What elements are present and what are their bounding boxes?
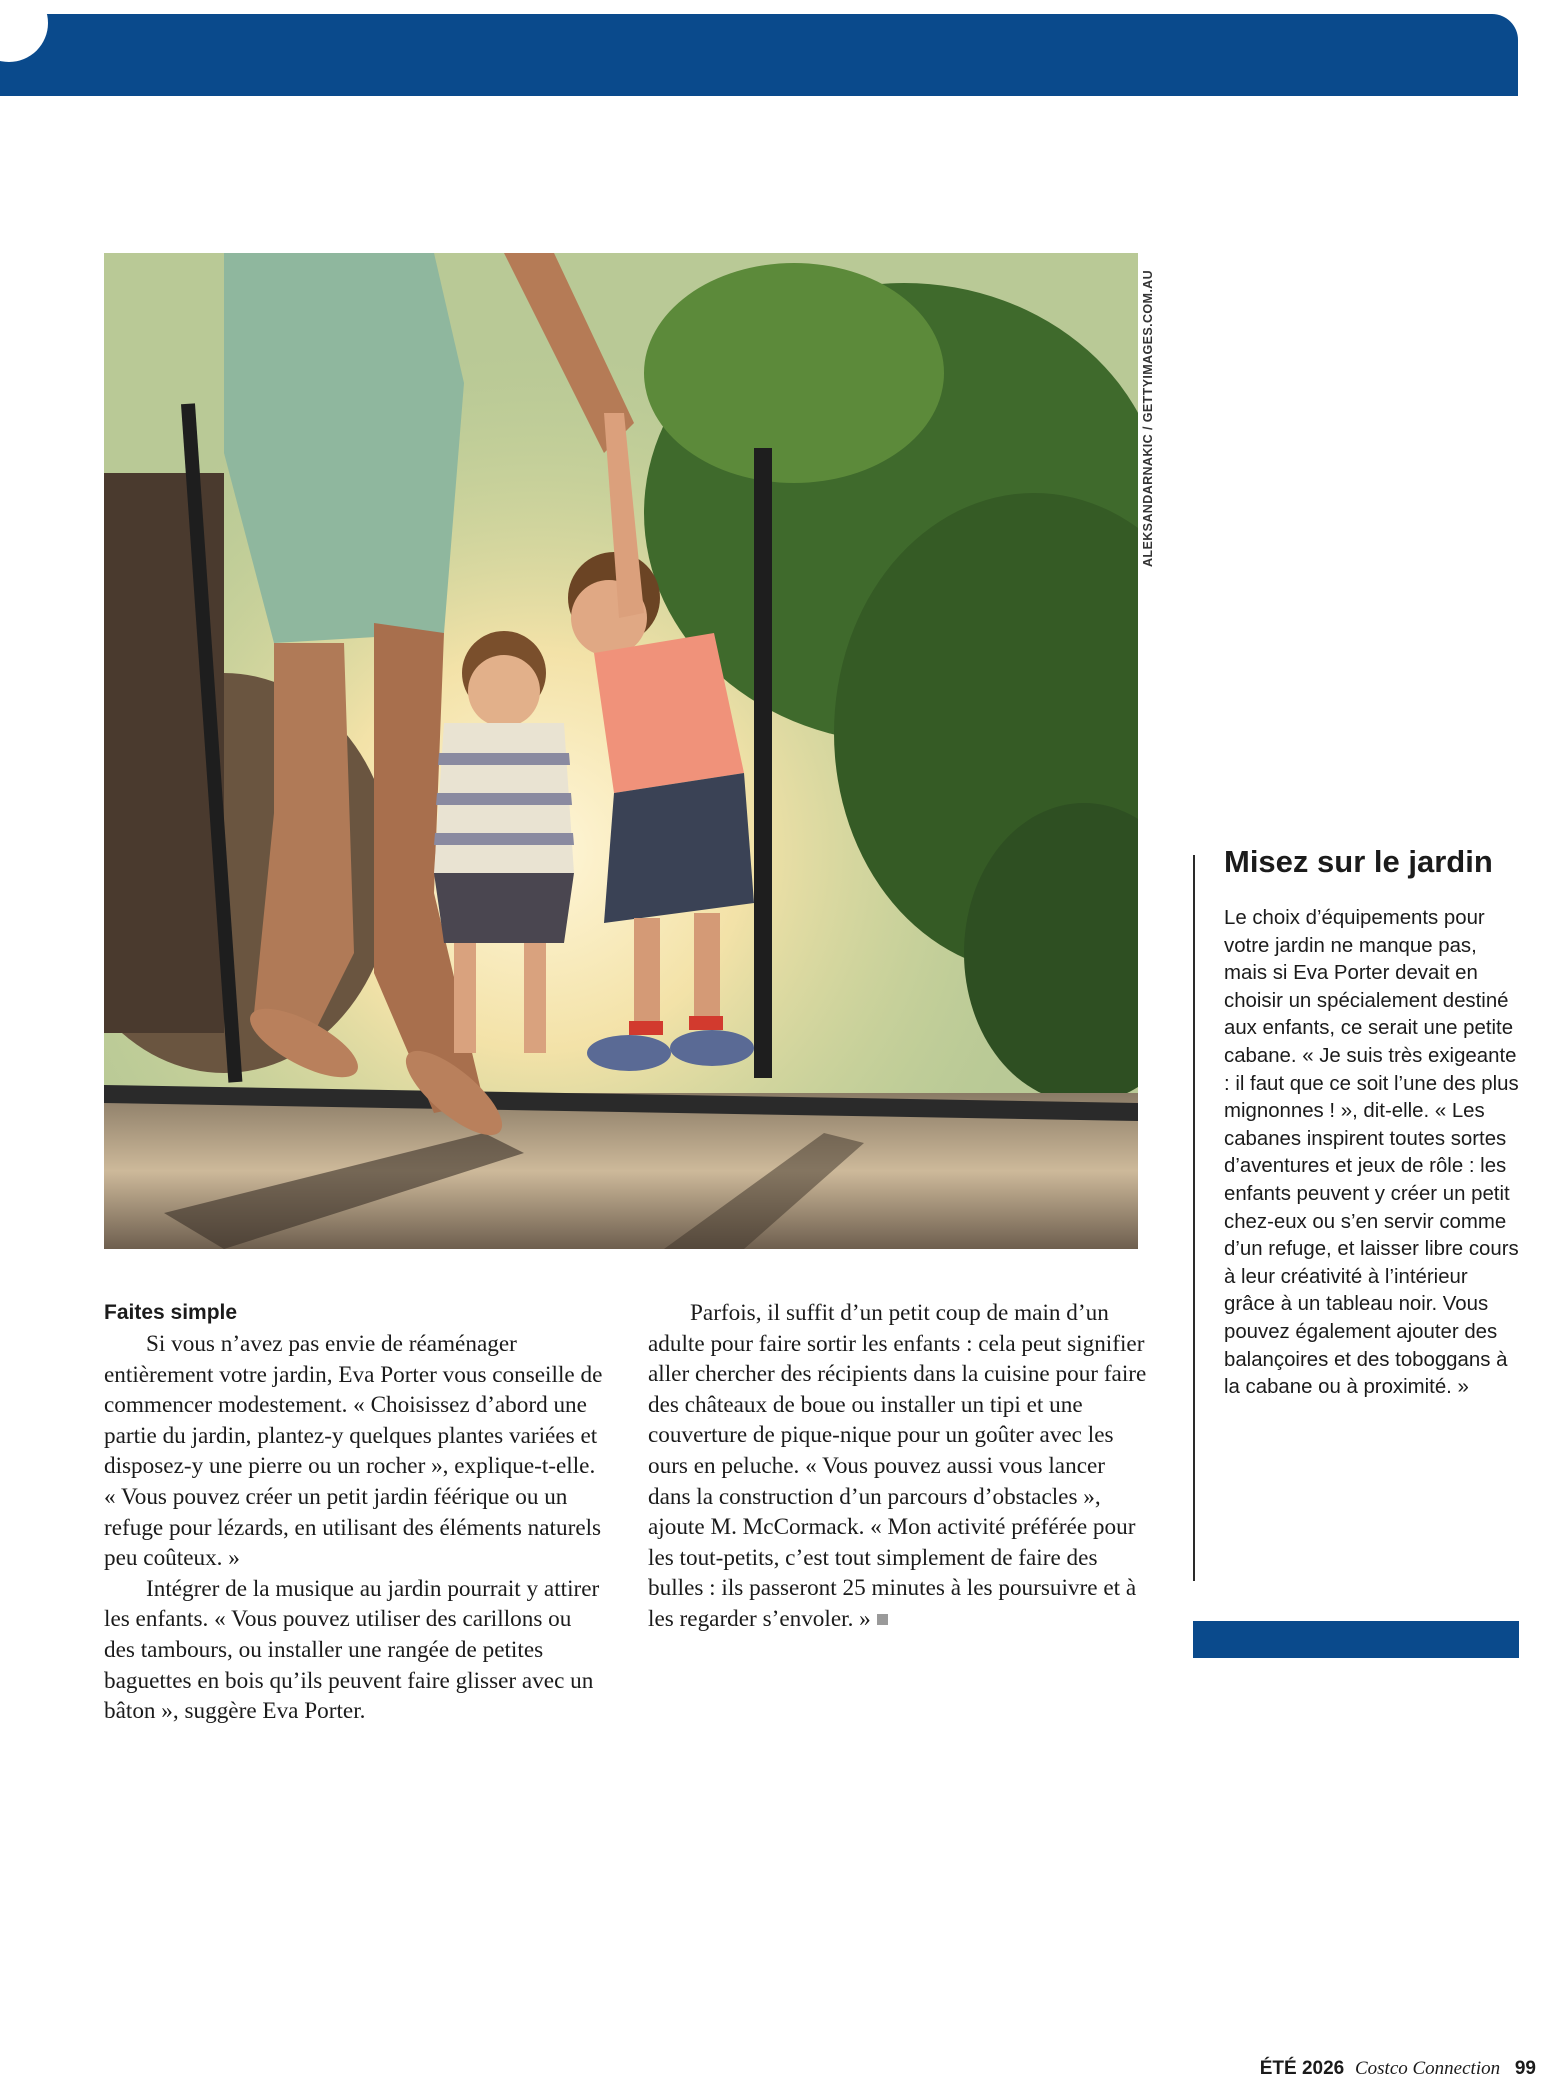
article-paragraph-text: Parfois, il suffit d’un petit coup de main d’un adulte pour faire sortir les enfants : cela peut signifier aller chercher des récipients dans la cuisine pour faire des châteaux de boue ou installer un tipi et une couverture de pique-nique pour un goûter avec les ours en peluche. « Vous pouvez aussi vous lancer dans la construction d’un parcours d’obstacles », ajoute M. McCormack. « Mon activité préférée pour les tout-petits, c’est tout simplement de faire des bulles : ils passeront 25 minutes à les poursuivre et à les regarder s’envoler. » [648, 1300, 1147, 1632]
sidebar-divider [1193, 855, 1195, 1581]
sidebar-title: Misez sur le jardin [1224, 844, 1493, 879]
footer-magazine-name: Costco Connection [1354, 2058, 1501, 2079]
end-of-article-mark [877, 1614, 888, 1625]
article-column-right [648, 1298, 1148, 1635]
sidebar-body: Le choix d’équipements pour votre jardin ne manque pas, mais si Eva Porter devait en choisir un spécialement destiné aux enfants, ce serait une petite cabane. « Je suis très exigeante : il faut que ce soit l’une des plus mignonnes ! », dit-elle. « Les cabanes inspirent toutes sortes d’aventures et jeux de rôle : les enfants peuvent y créer un petit chez-eux ou s’en servir comme d’un refuge, et laisser libre cours à leur créativité à l’intérieur grâce à un tableau noir. Vous pouvez également ajouter des balançoires et des toboggans à la cabane ou à proximité. » [1224, 907, 1519, 1399]
article-paragraph: Intégrer de la musique au jardin pourrait y attirer les enfants. « Vous pouvez utiliser des carillons ou des tambours, ou installer une rangée de petites baguettes en bois qu’ils peuvent faire glisser avec un bâton », suggère Eva Porter. [104, 1575, 600, 1725]
page-number: 99 [1514, 2058, 1536, 2079]
header-band [0, 14, 1518, 96]
photo-credit: ALEKSANDARNAKIC / GETTYIMAGES.COM.AU [1141, 269, 1155, 567]
trampoline-photo [104, 253, 1138, 1249]
footer-season: ÉTÉ 2026 [1259, 2058, 1345, 2079]
photo-illustration [104, 253, 1138, 1249]
article-paragraph [648, 1298, 1148, 1635]
article-column-left [104, 1298, 604, 1727]
header-band-notch [0, 0, 48, 62]
page-footer [1260, 2057, 1536, 2081]
article-paragraph: Si vous n’avez pas envie de réaménager entièrement votre jardin, Eva Porter vous conseille de commencer modestement. « Choisissez d’abord une partie du jardin, plantez-y quelques plantes variées et disposez-y une pierre ou un rocher », explique-t-elle. « Vous pouvez créer un petit jardin féérique ou un refuge pour lézards, en utilisant des éléments naturels peu coûteux. » [104, 1331, 603, 1572]
section-subhead: Faites simple [104, 1301, 238, 1324]
sidebar-accent-bar [1193, 1621, 1519, 1658]
sidebar-box [1224, 843, 1524, 1402]
